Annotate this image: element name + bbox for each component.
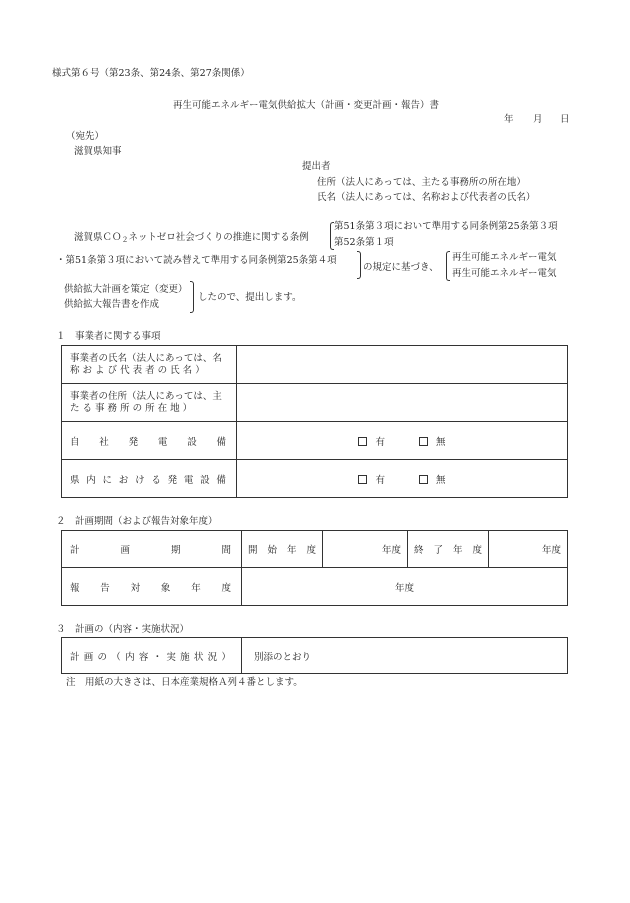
plan-period-table (61, 530, 568, 606)
business-address-label (62, 384, 237, 422)
ordinance-name (74, 232, 309, 246)
label-char: ・ (152, 651, 163, 663)
label-char: 度 (472, 545, 482, 556)
label-char: お (118, 474, 129, 486)
label-char: 備 (216, 436, 226, 448)
own-facility-has-checkbox[interactable] (358, 437, 367, 446)
business-name-label-line2: 称 お よ び 代 表 者 の 氏 名 ） (70, 364, 205, 376)
own-facility-none-checkbox[interactable] (419, 437, 428, 446)
pref-facility-none-label: 無 (436, 474, 446, 486)
label-char: 施 (180, 651, 190, 663)
start-year-text (242, 542, 322, 556)
section3-heading: ３ 計画の（内容・実施状況） (56, 624, 190, 635)
option-1c: ・第51条第３項において読み替えて準用する同条例第25条第４項 (56, 255, 337, 266)
option-bracket-2 (446, 251, 450, 281)
label-char: 画 (120, 545, 130, 556)
report-year-label (62, 568, 242, 606)
label-char: 容 (138, 651, 149, 663)
form-number: 様式第６号（第23条、第24条、第27条関係） (52, 68, 250, 79)
submitter-address: 住所（法人にあっては、主たる事務所の所在地） (317, 177, 526, 188)
pref-facility-options (237, 460, 568, 498)
label-char: 期 (170, 545, 181, 556)
plan-content-table (61, 637, 568, 674)
pref-facility-text (62, 472, 236, 486)
label-char: 発 (167, 474, 178, 486)
pref-facility-has-label: 有 (375, 474, 385, 486)
pref-facility-label (62, 460, 237, 498)
end-year-text (408, 542, 488, 556)
table-row (62, 638, 568, 674)
plan-option-b: 供給拡大報告書を作成 (64, 299, 160, 310)
label-char: 開 (248, 545, 258, 556)
label-char: 計 (70, 651, 80, 663)
addressee-prefix: （宛先） (66, 131, 105, 142)
label-char: 備 (216, 474, 226, 486)
plan-content-text (62, 649, 241, 663)
business-address-label-line1: 事業者の住所（法人にあっては、主 (70, 390, 222, 402)
business-address-label-line2: た る 事 務 所 の 所 在 地 ） (70, 402, 193, 414)
label-char: 画 (83, 651, 94, 663)
submitter-name: 氏名（法人にあっては、名称および代表者の氏名） (317, 192, 536, 203)
label-char: の (97, 651, 108, 663)
ordinance-name-pre: 滋賀県ＣＯ (74, 232, 122, 243)
report-year-unit: 年度 (394, 582, 414, 594)
label-char: 状 (193, 651, 204, 663)
table-row (62, 531, 568, 568)
table-row (62, 346, 568, 384)
date-day-label: 日 (560, 114, 570, 125)
label-char: 内 (125, 651, 135, 663)
report-year-text (62, 580, 241, 594)
business-name-label-line1: 事業者の氏名（法人にあっては、名 (70, 352, 222, 364)
start-year-field[interactable] (323, 531, 408, 568)
ordinance-name-post: ネットゼロ社会づくりの推進に関する条例 (128, 232, 309, 243)
label-char: 告 (100, 582, 110, 594)
label-char: 社 (99, 436, 109, 448)
pref-facility-has-checkbox[interactable] (358, 475, 367, 484)
pref-facility-none-checkbox[interactable] (419, 475, 428, 484)
own-facility-label (62, 422, 237, 460)
plan-content-field[interactable] (242, 638, 568, 674)
plan-bracket (190, 281, 194, 313)
label-char: 年 (191, 582, 201, 594)
section2-heading: ２ 計画期間（および報告対象年度） (56, 516, 218, 527)
label-char: 間 (221, 545, 231, 556)
label-char: 内 (86, 474, 96, 486)
label-char: 終 (414, 545, 424, 556)
label-char: 県 (70, 474, 80, 486)
label-char: （ (111, 651, 121, 663)
section1-heading: １ 事業者に関する事項 (56, 331, 161, 342)
label-char: 設 (187, 436, 197, 448)
label-char: 始 (267, 545, 277, 556)
paper-size-note: 注 用紙の大きさは、日本産業規格Ａ列４番とします。 (66, 677, 303, 688)
document-title: 再生可能エネルギー電気供給拡大（計画・変更計画・報告）書 (173, 100, 440, 111)
own-facility-options (237, 422, 568, 460)
label-char: 実 (166, 651, 176, 663)
option-2b: 再生可能エネルギー電気 (452, 268, 557, 279)
label-char: 了 (433, 545, 443, 556)
table-row (62, 460, 568, 498)
plan-option-a: 供給拡大計画を策定（変更） (64, 284, 188, 295)
start-year-unit: 年度 (381, 545, 401, 556)
label-char: 度 (306, 545, 316, 556)
label-char: る (151, 474, 161, 486)
label-char: 発 (128, 436, 139, 448)
date-month-label: 月 (533, 114, 543, 125)
label-char: 度 (221, 582, 231, 594)
business-name-label (62, 346, 237, 384)
business-name-field[interactable] (237, 346, 568, 384)
label-char: ） (221, 651, 231, 663)
start-year-label (242, 531, 323, 568)
table-row (62, 422, 568, 460)
report-year-field[interactable] (242, 568, 568, 606)
end-year-field[interactable] (489, 531, 568, 568)
submitter-label: 提出者 (302, 161, 331, 172)
business-address-field[interactable] (237, 384, 568, 422)
label-char: け (135, 474, 145, 486)
plan-content-value: 別添のとおり (254, 651, 312, 663)
option-bracket-1-close (357, 251, 361, 279)
label-char: 象 (160, 582, 171, 594)
label-char: 対 (130, 582, 141, 594)
own-facility-text (62, 434, 236, 448)
label-char: 電 (183, 474, 194, 486)
own-facility-none-label: 無 (436, 436, 446, 448)
label-char: 年 (286, 545, 297, 556)
label-char: に (102, 474, 113, 486)
date-year-label: 年 (504, 114, 514, 125)
end-year-unit: 年度 (541, 545, 561, 556)
end-year-label (408, 531, 489, 568)
label-char: 電 (157, 436, 168, 448)
plan-period-text (62, 542, 241, 556)
option-2a: 再生可能エネルギー電気 (452, 252, 557, 263)
label-char: 設 (200, 474, 210, 486)
table-row (62, 568, 568, 606)
plan-period-label (62, 531, 242, 568)
label-char: 報 (70, 582, 80, 594)
closing-text: したので、提出します。 (198, 292, 302, 303)
label-char: 年 (452, 545, 463, 556)
plan-content-label (62, 638, 242, 674)
ordinance-name-sub: ２ (121, 236, 129, 244)
option-1a: 第51条第３項において準用する同条例第25条第３項 (334, 221, 558, 232)
label-char: 況 (207, 651, 218, 663)
provision-text: の規定に基づき、 (363, 262, 439, 273)
label-char: 計 (70, 545, 80, 556)
business-info-table (61, 345, 568, 498)
option-1b: 第52条第１項 (334, 237, 394, 248)
own-facility-has-label: 有 (375, 436, 385, 448)
addressee-name: 滋賀県知事 (74, 146, 122, 157)
label-char: 自 (70, 436, 80, 448)
table-row (62, 384, 568, 422)
